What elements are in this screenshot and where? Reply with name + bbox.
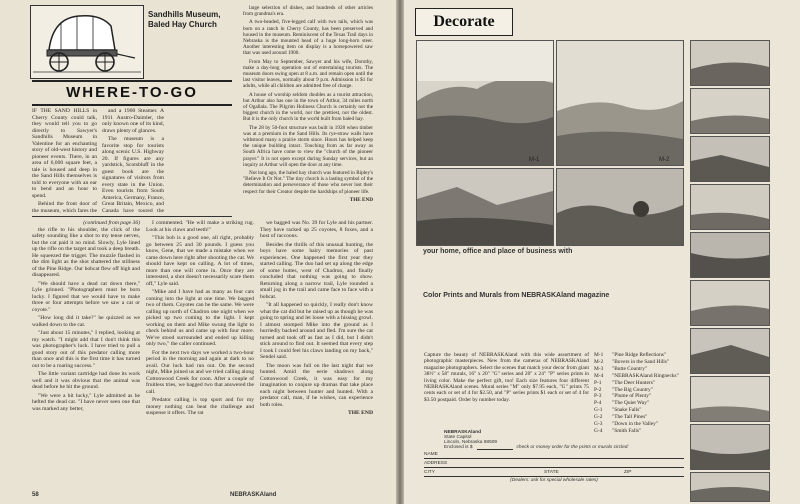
order-form <box>424 430 684 483</box>
list-item: P-1 "The Deer Hunters" <box>594 379 656 386</box>
article-column-2 <box>102 108 164 214</box>
form-check-note: check or money order for the prints or murals circled: <box>516 445 629 450</box>
ad-description: Capture the beauty of NEBRASKAland with this wide assortment of photographic masterpieces. New from the cameras of NEBRASKAland magazine photographers. Select the scenes that match your decor from giant 38½" x 58" murals, 16" x 20" "G" series and 20" x 24" "P" series prints in living color. Make the perfect gift, too! Each size features four different NEBRASKAland scenes. Mural series "M" only $7.95 each, "G" prints 75 cents each or set of 4 for $2.50, and "P" series prints $1 each or set of 4 for $3.50 postpaid. Order by number today. <box>424 352 589 403</box>
paragraph: "We should have a dead cat down there," Lyle grinned. "Photographers must be born lucky. I figured that we would have to make three or four attempts before we saw a cat or coyote." <box>32 280 140 313</box>
list-item: G-3 "Down in the Valley" <box>594 421 659 428</box>
paragraph: "This bob is a good one, all right, probably go between 25 and 30 pounds. I guess you know, Gene, that we made a mistake when we came down here right after shooting the cat. We should have kept on calling. A lot of times, more than one will come in. Once they are interested, a shot doesn't necessarily scare them off," Lyle said. <box>146 235 254 287</box>
photo-m1 <box>416 40 554 166</box>
continued-label: (continued from page 36) <box>83 220 140 226</box>
thumbnail-photo <box>690 472 770 502</box>
the-end-mark: THE END <box>347 410 373 416</box>
paragraph: Behind the front door of the museum, which fares the <box>32 201 97 214</box>
paragraph: Not long ago, the baled hay church was featured in Ripley's "Believe It Or Not." The tiny church is a lasting symbol of the determination and perseverance of those who never lost their respect for their Creator despite the hardships of pioneer life. <box>243 170 373 195</box>
name-field[interactable] <box>424 450 684 459</box>
decorate-title: Decorate <box>433 13 495 30</box>
paragraph: and a 1900 Steamer. A 1911 Austro-Daimler, the only known one of its kind, draws plenty of glances. <box>102 108 164 134</box>
list-item: G-1 "Snake Falls" <box>594 407 642 414</box>
thumbnail-photo <box>690 280 770 326</box>
paragraph: I commented. "He will make a striking rug. Look at his claws and teeth!" <box>146 220 254 233</box>
paragraph: The little variant cartridge had done its work well and it was obvious that the animal was dead before he hit the ground. <box>32 371 140 390</box>
list-item: P-4 "The Quiet Way" <box>594 400 650 407</box>
the-end-mark: THE END <box>349 196 373 203</box>
form-address-line: Lincoln, Nebraska 68509 <box>444 440 498 445</box>
article-column-1 <box>32 108 97 214</box>
paragraph: we bagged was No. 39 for Lyle and his partner. They have racked up 25 coyotes, 8 foxes, and a host of raccoons. <box>260 220 373 239</box>
divider <box>32 216 232 217</box>
photo-m3 <box>416 168 554 246</box>
paragraph: Besides the thrills of this unusual hunting, the boys have some hairy memories of past experiences. One happened the first year they started calling. The duo had set up along the edge of some buttes, west of Chadron, and finally concluded that nothing was going to show. Returning along a narrow trail, Lyle rounded a small jog in the trail and came face to face with a bobcat. <box>260 241 373 300</box>
ad-caption: your home, office and place of business with <box>423 248 573 255</box>
paragraph: "Mike and I have had as many as four cats coming into the light at one time. We bagged two of them. Coyotes can be the same. We were calling up north of Chadron one night when we picked up two coming to the light. I kept working on them and Mike swung the light to check behind us and came up with four more. We've stood surrounded and ended up killing only two," the caller continued. <box>146 289 254 347</box>
paragraph: large selection of dishes, and hundreds of other articles from grandma's era. <box>243 5 373 18</box>
list-item: M-4 "NEBRASKAland Ringnecks" <box>594 372 679 379</box>
magazine-name: NEBRASKAland <box>230 492 277 498</box>
page-number: 58 <box>32 492 39 498</box>
wagon-icon <box>31 6 143 78</box>
form-enclosed-label: Enclosed is $ <box>444 445 473 450</box>
section-title: WHERE-TO-GO <box>66 84 198 101</box>
list-item: G-2 "The Tall Pines" <box>594 414 648 421</box>
decorate-banner <box>415 8 513 36</box>
thumbnail-photo <box>690 328 770 374</box>
form-label: STATE <box>544 470 559 475</box>
paragraph: "How long did it take?" he quizzed as we walked down to the cat. <box>32 315 140 328</box>
list-item: P-2 "The Big Country" <box>594 386 653 393</box>
photo-label: M-2 <box>659 157 670 163</box>
paragraph: "It all happened so quickly, I really don't know what the cat did but he raised up as though he was going to spring and let loose with a hissing growl. I almost stomped Mike into the ground as I hurriedly backed around and fled. I'm sure the cat turned and took off as fast as I did, but I didn't stick around to find out. It seemed that every step I took I could feel his claws landing on my back," Sendel said. <box>260 302 373 360</box>
photo-m2 <box>556 40 684 166</box>
story-column-2 <box>146 220 254 488</box>
form-label: ZIP <box>624 470 632 475</box>
paragraph: For the next two days we worked a two-hour period in the morning and again at dark to no avail. Our luck had run out. On the second night, Mike joined us and we tried calling along Cottonwood Creek for coon. After a couple of fruitless tries, we bagged two that answered the call. <box>146 349 254 395</box>
address-field[interactable] <box>424 459 684 468</box>
paragraph: the rifle to his shoulder, the click of the safety sounding like a shot to my tense nerves, but the cat paid it no mind. Slowly, Lyle lined up the rifle on the target and took a deep breath. He squeezed the trigger. The muzzle flashed in the dim light as the shot shattered the stillness of the Pine Ridge. Our bobcat flew off high and disappeared. <box>32 226 140 278</box>
thumbnail-photo <box>690 88 770 134</box>
list-item: M-2 "Bovers in the Sand Hills" <box>594 358 670 365</box>
paragraph: The moon was full on the last night that we hunted. Amid the eerie shadows along Cottonwood Creek, it was easy for my imagination to conjure up dramas that take place each night between hunter and hunted. With a predator call, man, if he wishes, can experience both roles. <box>260 362 373 408</box>
paragraph: The museum is a favorite stop for tourists along scenic U.S. Highway 20. If figures are any yardstick, Scotsbluff in the guest book are the signatures of visitors from every state in the Union. Even tourists from South America, Germany, France, Great Britain, Mexico, and Canada have toured the <box>102 136 164 214</box>
paragraph: Predator calling is top sport and for my money nothing can beat the challenge and suspense it offers. The rat <box>146 397 254 416</box>
form-org: NEBRASKAland <box>444 430 482 435</box>
thumbnail-photo <box>690 184 770 230</box>
spine-gutter <box>396 0 404 504</box>
paragraph: "We were a bit lucky," Lyle admitted as he hefted the dead cat. "I have never seen one that was marked any better, <box>32 392 140 412</box>
article-column-3 <box>243 5 373 215</box>
left-page <box>0 0 396 504</box>
thumbnail-photo <box>690 424 770 470</box>
paragraph: The 28 by 50-foot structure was built in 1928 when timber was at a premium in the Sand Hills. Its rye-straw walls have withstood many a prairie storm since. Hours has helped keep the unique building intact. Touching from as far away as South Africa have come to view the "church of the pioneer prayer." It is not open except during Sunday services, but an inquiry at Arthur will open the door at any time. <box>243 124 373 168</box>
paragraph: From May to September, Sawyer and his wife, Dorothy, make a day-long operation out of entertaining tourists. The museum doors swing open at 8 a.m. and remain open until the last visitor leaves, normally about 9 p.m. Admission is $1 for adults, while all children are admitted free of charge. <box>243 58 373 90</box>
ad-subcaption: Color Prints and Murals from NEBRASKAland magazine <box>423 292 610 299</box>
form-label: CITY <box>424 470 435 475</box>
city-state-zip-field[interactable] <box>424 468 684 477</box>
form-label: ADDRESS <box>424 461 448 466</box>
form-label: NAME <box>424 452 438 457</box>
thumbnail-photo <box>690 136 770 182</box>
form-address-line: State Capitol <box>444 435 472 440</box>
thumbnail-photo <box>690 376 770 422</box>
section-banner <box>32 80 232 106</box>
list-item: M-3 "Butte Country" <box>594 365 648 372</box>
paragraph: A two-headed, five-legged calf with two tails, which was born on a ranch in Cherry County, has been preserved and housed in the museum. Reminiscent of the Texas Trail days in Nebraska is the mounted head of a huge long-horn steer. Another interesting item on display is a horsepowered saw that was used around 1900. <box>243 19 373 57</box>
list-item: M-1 "Pine Ridge Reflections" <box>594 352 667 358</box>
form-dealer-note: (Dealers: ask for special wholesale rates) <box>510 478 598 483</box>
paragraph: A house of worship seldom doubles as a tourist attraction, but Arthur also has one in the town of Arthur, 34 miles north of Ogallala. The Pilgrim Holiness Church is certainly not the biggest church in the world, nor the prettiest, nor the oldest. But it is the only church in the world built from baled hay. <box>243 91 373 123</box>
thumbnail-photo <box>690 40 770 86</box>
thumbnail-photo <box>690 232 770 278</box>
covered-wagon-illustration <box>30 5 144 79</box>
print-list <box>594 352 694 435</box>
story-column-1 <box>32 220 140 488</box>
list-item: P-3 "Plume of Plenty" <box>594 393 652 400</box>
story-column-3 <box>260 220 373 488</box>
photo-m4 <box>556 168 684 246</box>
article-header-title: Sandhills Museum, Baled Hay Church <box>148 10 221 29</box>
paragraph: "Just about 15 minutes," I replied, looking at my watch. "I might add that I don't think this was photographer's luck. I have tried to pull a good story out of this predator calling more than once and this is the first time it has turned out to be a roaring success." <box>32 330 140 369</box>
photo-label: M-1 <box>529 157 540 163</box>
paragraph: IF THE SAND HILLS in Cherry County could talk, they would tell you to go directly to Sawyer's Sandhills Museum in Valentine for an enchanting story of old-west history and pioneer events. There, in an area of 6,000 square feet, a tale is housed and deep in the Sand Hills themselves is told to everyone with an ear to bend and an hour to spend. <box>32 108 97 199</box>
list-item: G-4 "Smith Falls" <box>594 427 642 434</box>
